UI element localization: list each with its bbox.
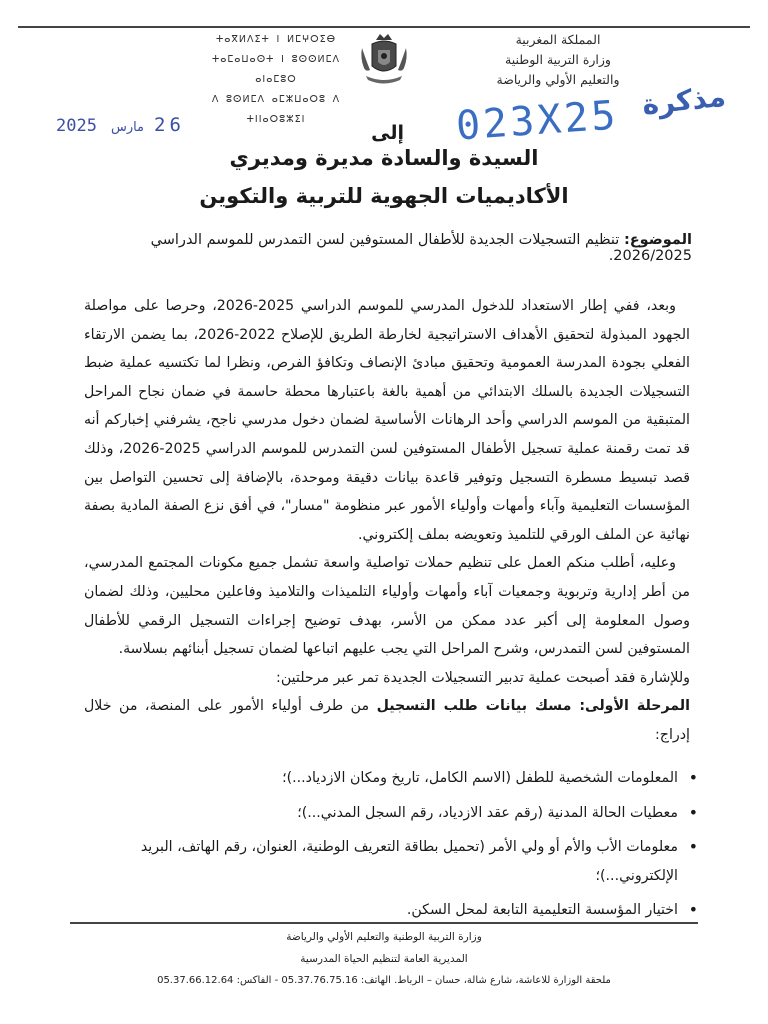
subject-text: تنظيم التسجيلات الجديدة للأطفال المستوفين لسن التمدرس للموسم الدراسي 2026/2025. xyxy=(150,232,692,264)
date-year: 2025 xyxy=(56,116,97,136)
footer-rule xyxy=(70,922,698,924)
recipient-line-1: السيدة والسادة مديرة ومديري xyxy=(229,146,539,170)
header-ar-line-2: وزارة التربية الوطنية xyxy=(505,52,611,67)
recipient-line-2: الأكاديميات الجهوية للتربية والتكوين xyxy=(199,184,569,208)
ministry-header-arabic xyxy=(458,30,658,90)
body-paragraph-2: وعليه، أطلب منكم العمل على تنظيم حملات تواصلية واسعة تشمل جميع مكونات المجتمع المدرسي، من أطر إدارية وتربوية وجمعيات آباء وأمهات وأولياء التلميذات والتلاميذ وفاعلين محليين، وذلك لضمان وصول المعلومة إلى أكبر عدد ممكن من الأسر، بهدف توضيح إجراءات التسجيل الرقمي للأطفال المستوفين لسن التمدرس، وشرح المراحل التي يجب عليهم اتباعها لضمان تسجيل أبنائهم بسلاسة. xyxy=(84,555,690,658)
phase-one-bullet-list xyxy=(84,764,700,931)
list-item: • اختيار المؤسسة التعليمية التابعة لمحل السكن. xyxy=(84,896,678,925)
footer-line-1: وزارة التربية الوطنية والتعليم الأولي والرياضة xyxy=(286,931,482,943)
header-ar-line-3: والتعليم الأولي والرياضة xyxy=(496,72,620,87)
footer-contact-line: ملحقة الوزارة للاعاشة، شارع شالة، حسان – الرباط. الهاتف: 05.37.76.75.16 - الفاكس: 05.37.66.12.64 xyxy=(157,975,611,986)
royal-coat-of-arms-icon xyxy=(354,30,414,90)
list-item: • المعلومات الشخصية للطفل (الاسم الكامل، تاريخ ومكان الازدياد...)؛ xyxy=(84,764,678,793)
phase-one-text: من طرف أولياء الأمور على المنصة، من خلال إدراج: xyxy=(84,698,690,743)
date-day: 26 xyxy=(154,114,185,136)
body-paragraph-3: وللإشارة فقد أصبحت عملية تدبير التسجيلات الجديدة تمر عبر مرحلتين: xyxy=(276,669,690,686)
list-item: • معلومات الأب والأم أو ولي الأمر (تحميل بطاقة التعريف الوطنية، العنوان، رقم الهاتف، البريد الإلكتروني...)؛ xyxy=(84,833,678,890)
memo-stamp-number: 023X25 xyxy=(454,92,620,150)
phase-one-paragraph xyxy=(84,692,690,749)
top-rule xyxy=(18,26,750,28)
list-item: • معطيات الحالة المدنية (رقم عقد الازدياد، رقم السجل المدني...)؛ xyxy=(84,799,678,828)
phase-one-label: المرحلة الأولى: مسك بيانات طلب التسجيل xyxy=(376,698,690,715)
date-month: مارس xyxy=(110,120,145,135)
header-tifinagh-line-2: ⵜⴰⵎⴰⵡⴰⵙⵜ ⵏ ⵓⵙⵙⵍⵎⴷ ⴰⵏⴰⵎⵓⵔ xyxy=(211,54,341,85)
date-stamp xyxy=(56,114,185,136)
subject-line xyxy=(92,232,692,264)
header-tifinagh-line-1: ⵜⴰⴳⵍⴷⵉⵜ ⵏ ⵍⵎⵖⵔⵉⴱ xyxy=(215,34,337,45)
header-tifinagh-line-3: ⴷ ⵓⵙⵍⵎⴷ ⴰⵎⵣⵡⴰⵔⵓ ⴷ ⵜⵏⵏⴰⵔⵓⵣⵉⵏ xyxy=(211,94,341,125)
subject-label: الموضوع: xyxy=(623,232,692,248)
header-ar-line-1: المملكة المغربية xyxy=(515,32,601,47)
body-paragraph-1: وبعد، ففي إطار الاستعداد للدخول المدرسي للموسم الدراسي 2025-2026، وحرصا على مواصلة الجهود المبذولة لتحقيق الأهداف الاستراتيجية لخارطة الطريق للإصلاح 2022-2026، بما يضمن الارتقاء الفعلي بجودة المدرسة العمومية وتحقيق مبادئ الإنصاف وتكافؤ الفرص، ونظرا لما تكتسيه عملية ضبط التسجيلات الجديدة بالسلك الابتدائي من أهمية بالغة باعتبارها محطة حاسمة في ضمان نجاح المراحل المتبقية من الموسم الدراسي وأحد الرهانات الأساسية لضمان دخول مدرسي ناجح، يشرفني إخباركم أنه قد تمت رقمنة عملية تسجيل الأطفال المستوفين لسن التمدرس للموسم الدراسي 2025-2026، وذلك قصد تبسيط مسطرة التسجيل وتوفير قاعدة بيانات دقيقة وموحدة، بالإضافة إلى تحسين التواصل بين المؤسسات التعليمية وآباء وأمهات وأولياء الأمور عبر منظومة "مسار"، في أفق نزع الصفة المادية بصفة نهائية عن الملف الورقي للتلميذ وتعويضه بملف إلكتروني. xyxy=(84,298,690,543)
memo-stamp-label: مذكرة xyxy=(640,79,728,122)
recipient-prefix: إلى xyxy=(371,122,404,144)
ministry-header-tifinagh xyxy=(196,30,356,130)
footer-line-2: المديرية العامة لتنظيم الحياة المدرسية xyxy=(300,953,468,965)
ministry-footer xyxy=(90,926,678,992)
memo-body xyxy=(84,292,690,750)
